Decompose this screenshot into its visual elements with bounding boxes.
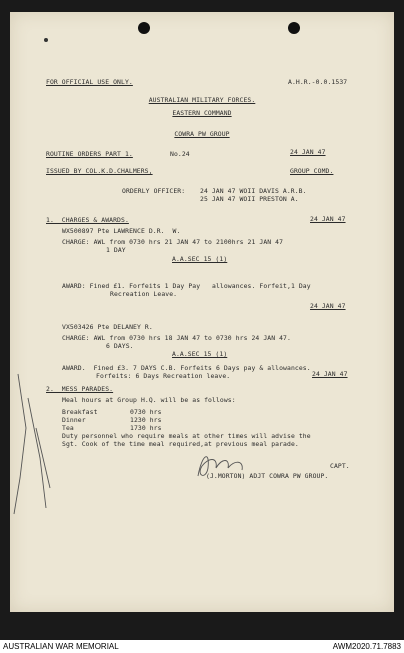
- orders-number: No.24: [170, 150, 190, 158]
- meal-time: 0730 hrs: [130, 408, 162, 416]
- charge-1-name: WX500897 Pte LAWRENCE D.R. W.: [62, 227, 181, 235]
- orders-date: 24 JAN 47: [290, 148, 326, 156]
- issued-by: ISSUED BY COL.K.D.CHALMERS,: [46, 167, 153, 175]
- meal-name: Breakfast: [62, 408, 98, 416]
- footer-left-label: AUSTRALIAN WAR MEMORIAL: [3, 642, 119, 651]
- margin-pencil-marks: [10, 368, 54, 518]
- section-1-heading: 1. CHARGES & AWARDS.: [46, 216, 129, 224]
- org-line-1: AUSTRALIAN MILITARY FORCES.: [148, 96, 256, 104]
- meal-time: 1730 hrs: [130, 424, 162, 432]
- orderly-officer-line-1: 24 JAN 47 WOII DAVIS A.R.B.: [200, 187, 307, 195]
- charge-2-name: VX503426 Pte DELANEY R.: [62, 323, 153, 331]
- corner-mark: [44, 38, 48, 42]
- issued-role: GROUP COMD.: [290, 167, 334, 175]
- charge-1-award-line-2: Recreation Leave.: [110, 290, 178, 298]
- meal-name: Dinner: [62, 416, 86, 424]
- document-page: [10, 12, 394, 612]
- charge-2-award-line-2: Forfeits: 6 Days Recreation leave.: [96, 372, 231, 380]
- footer-right-label: AWM2020.71.7883: [332, 642, 401, 651]
- charge-2-award-date: 24 JAN 47: [312, 370, 348, 378]
- orderly-officer-label: ORDERLY OFFICER:: [122, 187, 186, 195]
- meal-name: Tea: [62, 424, 74, 432]
- charge-1-duration: 1 DAY: [106, 246, 126, 254]
- charge-1-award-line-1: AWARD: Fined £1. Forfeits 1 Day Pay allowances. Forfeit,1 Day: [62, 282, 311, 290]
- signature-name: (J.MORTON) ADJT COWRA PW GROUP.: [206, 472, 329, 480]
- org-line-2: EASTERN COMMAND: [172, 109, 232, 117]
- charge-2-charge: CHARGE: AWL from 0730 hrs 18 JAN 47 to 0730 hrs 24 JAN 47.: [62, 334, 291, 342]
- charge-1-award-date: 24 JAN 47: [310, 302, 346, 310]
- section-2-heading: 2. MESS PARADES.: [46, 385, 114, 393]
- restriction-label: FOR OFFICIAL USE ONLY.: [46, 78, 133, 86]
- charge-1-reference: A.A.SEC 15 (1): [172, 255, 228, 263]
- section-2-intro: Meal hours at Group H.Q. will be as follows:: [62, 396, 236, 404]
- duty-note-line-1: Duty personnel who require meals at other times will advise the: [62, 432, 311, 440]
- charge-2-reference: A.A.SEC 15 (1): [172, 350, 228, 358]
- meal-time: 1230 hrs: [130, 416, 162, 424]
- duty-note-line-2: Sgt. Cook of the time meal required,at previous meal parade.: [62, 440, 299, 448]
- punch-hole-left: [138, 22, 150, 34]
- section-1-date: 24 JAN 47: [310, 215, 346, 223]
- document-reference: A.H.R.-0.0.1537: [288, 78, 348, 86]
- signature-rank: CAPT.: [330, 462, 350, 470]
- orders-title: ROUTINE ORDERS PART 1.: [46, 150, 133, 158]
- footer-bar: [0, 640, 404, 653]
- charge-1-charge: CHARGE: AWL from 0730 hrs 21 JAN 47 to 2100hrs 21 JAN 47: [62, 238, 284, 246]
- orderly-officer-line-2: 25 JAN 47 WOII PRESTON A.: [200, 195, 299, 203]
- org-line-3: COWRA PW GROUP: [174, 130, 230, 138]
- punch-hole-right: [288, 22, 300, 34]
- charge-2-award-line-1: AWARD. Fined £3. 7 DAYS C.B. Forfeits 6 Days pay & allowances.: [62, 364, 311, 372]
- charge-2-duration: 6 DAYS.: [106, 342, 134, 350]
